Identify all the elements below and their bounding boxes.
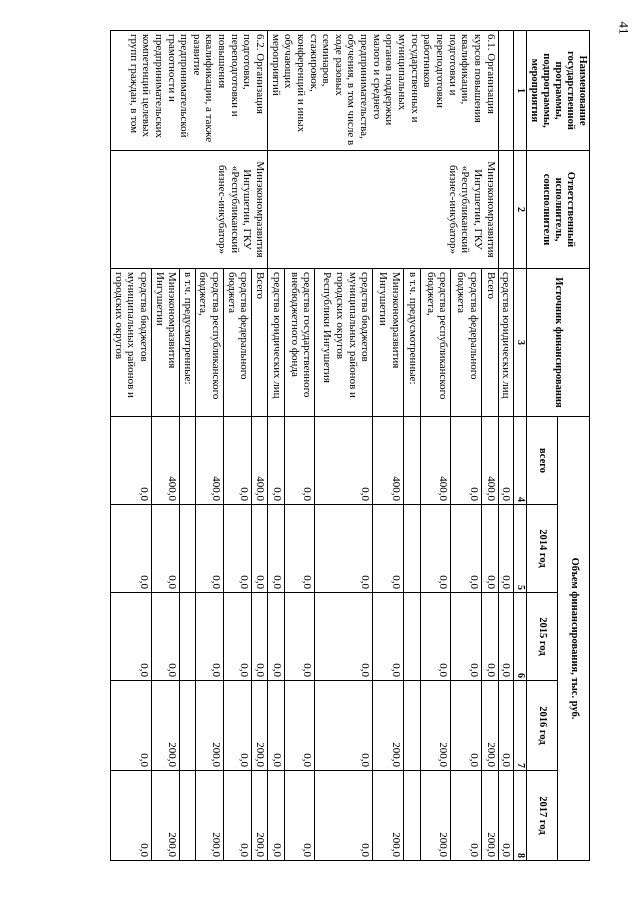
header-name: Наименование государственной программы, подпрограммы, мероприятия xyxy=(526,31,589,151)
value-cell: 0,0 xyxy=(252,505,268,593)
value-cell: 0,0 xyxy=(110,681,151,771)
value-cell: 200,0 xyxy=(481,681,498,771)
value-cell: 0,0 xyxy=(268,417,285,505)
source-cell: средства юридических лиц xyxy=(268,269,285,417)
value-cell: 0,0 xyxy=(252,593,268,681)
table-body xyxy=(110,31,513,861)
value-cell: 0,0 xyxy=(315,505,373,593)
header-2017: 2017 год xyxy=(526,771,558,861)
value-cell: 0,0 xyxy=(481,593,498,681)
source-cell: Минэкономразвития Ингушетии xyxy=(373,269,404,417)
value-cell xyxy=(180,417,196,505)
funding-table xyxy=(110,30,590,861)
value-cell: 200,0 xyxy=(373,771,404,861)
header-funding-group: Объем финансирования, тыс. руб. xyxy=(558,417,590,861)
value-cell: 0,0 xyxy=(284,593,315,681)
col-index: 6 xyxy=(514,593,527,681)
header-total: всего xyxy=(526,417,558,505)
source-cell: Минэкономразвития Ингушетии xyxy=(151,269,179,417)
value-cell: 0,0 xyxy=(224,505,252,593)
value-cell: 0,0 xyxy=(284,417,315,505)
value-cell xyxy=(403,505,420,593)
value-cell: 0,0 xyxy=(315,681,373,771)
value-cell: 0,0 xyxy=(224,417,252,505)
col-index: 7 xyxy=(514,681,527,771)
table-row xyxy=(481,31,498,861)
activity-name-cell: 6.2. Организация подготовки, переподготовки и повышения квалификации, а также развитие предпринимательской грамотности и предпринимательских компетенций целевых групп граждан, в том xyxy=(110,31,267,151)
value-cell xyxy=(180,593,196,681)
value-cell: 200,0 xyxy=(420,771,451,861)
value-cell: 0,0 xyxy=(110,417,151,505)
col-index: 4 xyxy=(514,417,527,505)
value-cell: 0,0 xyxy=(110,505,151,593)
column-index-row xyxy=(514,31,527,861)
source-cell: средства федерального бюджета xyxy=(451,269,482,417)
value-cell: 200,0 xyxy=(195,681,223,771)
value-cell xyxy=(180,505,196,593)
source-cell: в т.ч. предусмотренные: xyxy=(180,269,196,417)
value-cell: 0,0 xyxy=(451,417,482,505)
rotated-page xyxy=(50,30,590,860)
value-cell: 0,0 xyxy=(195,505,223,593)
value-cell xyxy=(180,771,196,861)
value-cell xyxy=(180,681,196,771)
source-cell: средства юридических лиц xyxy=(498,269,514,417)
value-cell: 0,0 xyxy=(498,505,514,593)
value-cell: 0,0 xyxy=(420,593,451,681)
value-cell: 0,0 xyxy=(268,681,285,771)
header-2015: 2015 год xyxy=(526,593,558,681)
value-cell: 200,0 xyxy=(195,771,223,861)
value-cell: 0,0 xyxy=(268,505,285,593)
source-cell: в т.ч. предусмотренные: xyxy=(403,269,420,417)
source-cell: средства государственного внебюджетного фонда xyxy=(284,269,315,417)
header-2016: 2016 год xyxy=(526,681,558,771)
value-cell: 0,0 xyxy=(224,771,252,861)
value-cell: 0,0 xyxy=(284,681,315,771)
activity-name-cell: 6.1. Организация курсов повышения квалификации, подготовки и переподготовки работников государственных и муниципальных органов поддержки малого и среднего предпринимательства, обучения, в том числе в ходе разовых семинаров, стажировок, конференций и иных обучающих мероприятий xyxy=(268,31,499,151)
value-cell: 400,0 xyxy=(373,417,404,505)
value-cell xyxy=(403,593,420,681)
col-index: 2 xyxy=(514,151,527,269)
source-cell: средства федерального бюджета xyxy=(224,269,252,417)
value-cell: 200,0 xyxy=(252,771,268,861)
page-number: 41 xyxy=(616,21,632,35)
value-cell: 0,0 xyxy=(284,505,315,593)
value-cell: 0,0 xyxy=(315,417,373,505)
value-cell: 0,0 xyxy=(373,593,404,681)
value-cell: 0,0 xyxy=(315,593,373,681)
value-cell: 200,0 xyxy=(252,681,268,771)
value-cell: 0,0 xyxy=(268,593,285,681)
source-cell: средства бюджетов муниципальных районов и городских округов Республики Ингушетия xyxy=(315,269,373,417)
responsible-cell: Минэкономразвития Ингушетии, ГКУ «Республиканский бизнес-инкубатор» xyxy=(110,151,267,269)
table-row xyxy=(498,31,514,861)
carry-responsible-cell xyxy=(498,151,514,269)
col-index: 8 xyxy=(514,771,527,861)
source-cell: Всего xyxy=(252,269,268,417)
value-cell xyxy=(403,771,420,861)
value-cell: 0,0 xyxy=(151,593,179,681)
value-cell: 0,0 xyxy=(451,593,482,681)
value-cell: 400,0 xyxy=(151,417,179,505)
value-cell: 0,0 xyxy=(481,505,498,593)
value-cell: 0,0 xyxy=(284,771,315,861)
responsible-cell: Минэкономразвития Ингушетии, ГКУ «Республиканский бизнес-инкубатор» xyxy=(268,151,499,269)
source-cell: средства республиканского бюджета, xyxy=(420,269,451,417)
value-cell: 400,0 xyxy=(420,417,451,505)
col-index: 1 xyxy=(514,31,527,151)
value-cell: 200,0 xyxy=(420,681,451,771)
value-cell: 0,0 xyxy=(110,771,151,861)
value-cell: 0,0 xyxy=(420,505,451,593)
source-cell: средства бюджетов муниципальных районов и городских округов xyxy=(110,269,151,417)
value-cell: 400,0 xyxy=(481,417,498,505)
value-cell: 400,0 xyxy=(195,417,223,505)
value-cell: 200,0 xyxy=(481,771,498,861)
value-cell: 0,0 xyxy=(268,771,285,861)
value-cell: 0,0 xyxy=(451,681,482,771)
value-cell: 200,0 xyxy=(151,771,179,861)
value-cell: 0,0 xyxy=(451,505,482,593)
header-responsible: Ответственный исполнитель, соисполнители xyxy=(526,151,589,269)
carry-name-cell xyxy=(498,31,514,151)
header-source: Источник финансирования xyxy=(526,269,589,417)
value-cell: 0,0 xyxy=(498,417,514,505)
value-cell xyxy=(403,681,420,771)
value-cell: 0,0 xyxy=(315,771,373,861)
value-cell: 0,0 xyxy=(151,505,179,593)
value-cell xyxy=(403,417,420,505)
value-cell: 0,0 xyxy=(451,771,482,861)
value-cell: 0,0 xyxy=(224,593,252,681)
col-index: 5 xyxy=(514,505,527,593)
value-cell: 200,0 xyxy=(373,681,404,771)
value-cell: 0,0 xyxy=(224,681,252,771)
value-cell: 0,0 xyxy=(498,681,514,771)
value-cell: 200,0 xyxy=(151,681,179,771)
col-index: 3 xyxy=(514,269,527,417)
header-2014: 2014 год xyxy=(526,505,558,593)
value-cell: 0,0 xyxy=(373,505,404,593)
table-row xyxy=(252,31,268,861)
value-cell: 0,0 xyxy=(498,771,514,861)
value-cell: 0,0 xyxy=(110,593,151,681)
source-cell: средства республиканского бюджета, xyxy=(195,269,223,417)
value-cell: 400,0 xyxy=(252,417,268,505)
value-cell: 0,0 xyxy=(498,593,514,681)
source-cell: Всего xyxy=(481,269,498,417)
value-cell: 0,0 xyxy=(195,593,223,681)
